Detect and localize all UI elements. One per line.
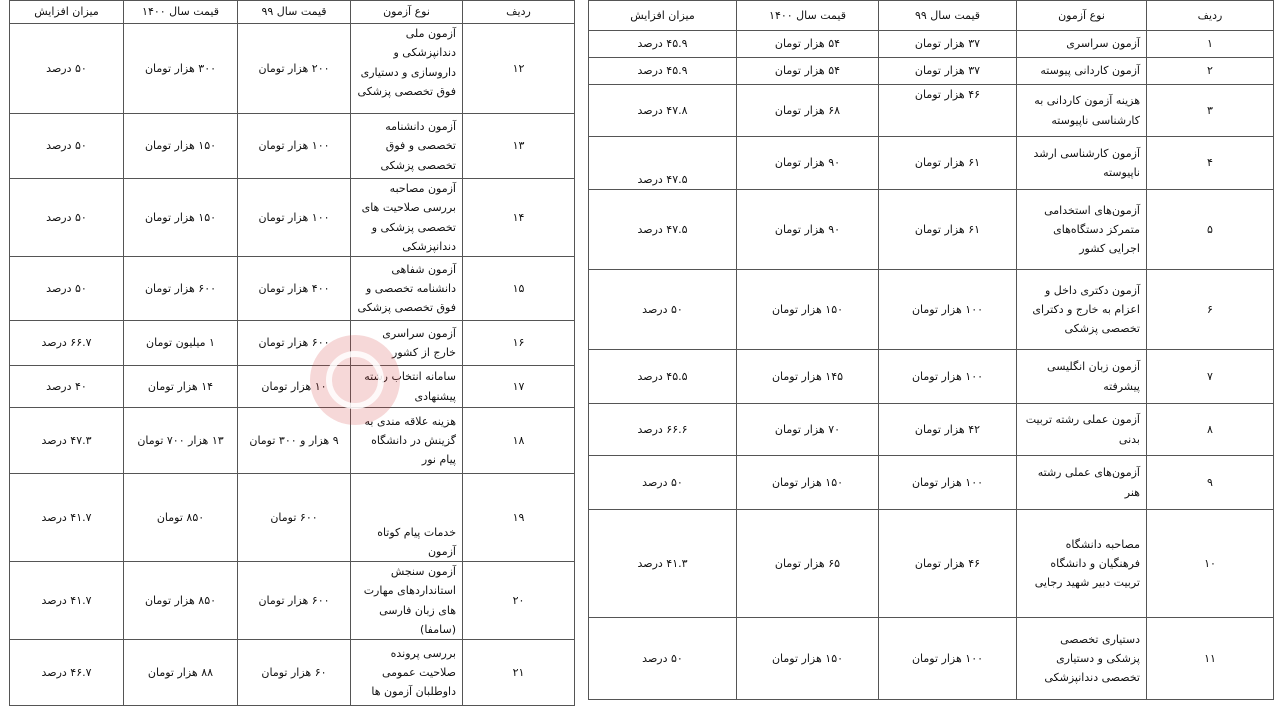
fee-table-right (588, 0, 1274, 700)
row-number: ۱۶ (463, 321, 575, 366)
price-99: ۶۰ هزار تومان (238, 640, 351, 706)
price-99: ۲۰۰ هزار تومان (238, 24, 351, 114)
table-row (10, 321, 575, 366)
price-99: ۱۰۰ هزار تومان (238, 114, 351, 179)
exam-type: آزمون سنجش استانداردهای مهارت های زبان فارسی (سامفا) (351, 562, 463, 640)
exam-type: هزینه آزمون کاردانی به کارشناسی ناپیوسته (1017, 85, 1147, 137)
row-number: ۱۳ (463, 114, 575, 179)
increase: ۵۰ درصد (589, 456, 737, 510)
increase: ۴۰ درصد (10, 366, 124, 408)
increase: ۶۶.۶ درصد (589, 404, 737, 456)
row-number: ۶ (1147, 270, 1274, 350)
table-row (10, 24, 575, 114)
price-99: ۳۷ هزار تومان (879, 58, 1017, 85)
exam-type: هزینه علاقه مندی به گزینش در دانشگاه پیام نور (351, 408, 463, 474)
header-increase: میزان افزایش (589, 1, 737, 31)
header-exam-type: نوع آزمون (351, 1, 463, 24)
price-1400: ۱۵۰ هزار تومان (737, 456, 879, 510)
header-price-1400: قیمت سال ۱۴۰۰ (737, 1, 879, 31)
row-number: ۲ (1147, 58, 1274, 85)
price-1400: ۹۰ هزار تومان (737, 190, 879, 270)
exam-type: خدمات پیام کوتاه آزمون (351, 474, 463, 562)
increase: ۵۰ درصد (10, 257, 124, 321)
exam-type: آزمون سراسری (1017, 31, 1147, 58)
header-price-99: قیمت سال ۹۹ (238, 1, 351, 24)
row-number: ۱۷ (463, 366, 575, 408)
increase: ۴۷.۵ درصد (589, 137, 737, 190)
row-number: ۱۴ (463, 179, 575, 257)
exam-type: آزمون‌های استخدامی متمرکز دستگاه‌های اجرایی کشور (1017, 190, 1147, 270)
row-number: ۵ (1147, 190, 1274, 270)
header-row (589, 1, 1274, 31)
exam-type: بررسی پرونده صلاحیت عمومی داوطلبان آزمون ها (351, 640, 463, 706)
price-1400: ۱۵۰ هزار تومان (124, 179, 238, 257)
table-row (589, 58, 1274, 85)
price-99: ۳۷ هزار تومان (879, 31, 1017, 58)
price-99: ۱۰۰ هزار تومان (238, 179, 351, 257)
price-99: ۱۰ هزار تومان (238, 366, 351, 408)
table-row (589, 510, 1274, 618)
table-row (10, 562, 575, 640)
header-row-number: ردیف (1147, 1, 1274, 31)
price-99: ۴۶ هزار تومان (879, 510, 1017, 618)
price-99: ۴۶ هزار تومان (879, 85, 1017, 137)
exam-type: مصاحبه دانشگاه فرهنگیان و دانشگاه تربیت دبیر شهید رجایی (1017, 510, 1147, 618)
increase: ۴۷.۸ درصد (589, 85, 737, 137)
price-1400: ۱۵۰ هزار تومان (737, 618, 879, 700)
row-number: ۱۹ (463, 474, 575, 562)
exam-type: سامانه انتخاب رشته پیشنهادی (351, 366, 463, 408)
price-1400: ۹۰ هزار تومان (737, 137, 879, 190)
row-number: ۱۱ (1147, 618, 1274, 700)
exam-type: آزمون‌های عملی رشته هنر (1017, 456, 1147, 510)
price-99: ۴۰۰ هزار تومان (238, 257, 351, 321)
increase: ۴۶.۷ درصد (10, 640, 124, 706)
price-1400: ۸۵۰ هزار تومان (124, 562, 238, 640)
row-number: ۱۵ (463, 257, 575, 321)
exam-type: آزمون ملی دندانپزشکی و داروسازی و دستیاری فوق تخصصی پزشکی (351, 24, 463, 114)
row-number: ۲۰ (463, 562, 575, 640)
table-row (10, 408, 575, 474)
table-row (589, 85, 1274, 137)
price-1400: ۶۵ هزار تومان (737, 510, 879, 618)
price-99: ۶۱ هزار تومان (879, 137, 1017, 190)
price-99: ۶۰۰ هزار تومان (238, 562, 351, 640)
exam-type: آزمون شفاهی دانشنامه تخصصی و فوق تخصصی پزشکی (351, 257, 463, 321)
exam-type: آزمون کاردانی پیوسته (1017, 58, 1147, 85)
price-1400: ۱۴۵ هزار تومان (737, 350, 879, 404)
price-99: ۹ هزار و ۳۰۰ تومان (238, 408, 351, 474)
price-1400: ۱۴ هزار تومان (124, 366, 238, 408)
row-number: ۱۸ (463, 408, 575, 474)
table-row (589, 190, 1274, 270)
header-price-99: قیمت سال ۹۹ (879, 1, 1017, 31)
header-price-1400: قیمت سال ۱۴۰۰ (124, 1, 238, 24)
increase: ۵۰ درصد (10, 179, 124, 257)
increase: ۴۱.۳ درصد (589, 510, 737, 618)
price-99: ۶۱ هزار تومان (879, 190, 1017, 270)
increase: ۴۷.۵ درصد (589, 190, 737, 270)
increase: ۵۰ درصد (10, 114, 124, 179)
exam-type: آزمون کارشناسی ارشد ناپیوسته (1017, 137, 1147, 190)
table-row (589, 618, 1274, 700)
price-99: ۶۰۰ هزار تومان (238, 321, 351, 366)
header-row-number: ردیف (463, 1, 575, 24)
price-99: ۱۰۰ هزار تومان (879, 350, 1017, 404)
table-row (589, 456, 1274, 510)
table-row (10, 257, 575, 321)
table-row (589, 404, 1274, 456)
watermark-logo (310, 335, 400, 425)
increase: ۴۷.۳ درصد (10, 408, 124, 474)
increase: ۶۶.۷ درصد (10, 321, 124, 366)
price-1400: ۵۴ هزار تومان (737, 31, 879, 58)
increase: ۵۰ درصد (10, 24, 124, 114)
table-row (10, 640, 575, 706)
increase: ۴۵.۹ درصد (589, 31, 737, 58)
increase: ۴۱.۷ درصد (10, 562, 124, 640)
price-1400: ۷۰ هزار تومان (737, 404, 879, 456)
header-increase: میزان افزایش (10, 1, 124, 24)
exam-type: دستیاری تخصصی پزشکی و دستیاری تخصصی دندانپزشکی (1017, 618, 1147, 700)
increase: ۴۵.۵ درصد (589, 350, 737, 404)
row-number: ۷ (1147, 350, 1274, 404)
price-99: ۴۲ هزار تومان (879, 404, 1017, 456)
price-1400: ۸۵۰ تومان (124, 474, 238, 562)
exam-type: آزمون مصاحبه بررسی صلاحیت های تخصصی پزشکی و دندانپزشکی (351, 179, 463, 257)
fee-table-left (9, 0, 575, 706)
increase: ۴۵.۹ درصد (589, 58, 737, 85)
exam-type: آزمون دانشنامه تخصصی و فوق تخصصی پزشکی (351, 114, 463, 179)
increase: ۵۰ درصد (589, 270, 737, 350)
row-number: ۱۲ (463, 24, 575, 114)
row-number: ۲۱ (463, 640, 575, 706)
price-1400: ۱۵۰ هزار تومان (737, 270, 879, 350)
table-row (589, 270, 1274, 350)
row-number: ۹ (1147, 456, 1274, 510)
table-row (10, 474, 575, 562)
price-1400: ۵۴ هزار تومان (737, 58, 879, 85)
table-row (10, 179, 575, 257)
table-row (589, 350, 1274, 404)
price-1400: ۶۰۰ هزار تومان (124, 257, 238, 321)
price-99: ۱۰۰ هزار تومان (879, 456, 1017, 510)
price-1400: ۸۸ هزار تومان (124, 640, 238, 706)
exam-type: آزمون زبان انگلیسی پیشرفته (1017, 350, 1147, 404)
price-99: ۱۰۰ هزار تومان (879, 618, 1017, 700)
table-row (589, 137, 1274, 190)
row-number: ۱ (1147, 31, 1274, 58)
row-number: ۴ (1147, 137, 1274, 190)
exam-type: آزمون دکتری داخل و اعزام به خارج و دکترای تخصصی پزشکی (1017, 270, 1147, 350)
price-1400: ۳۰۰ هزار تومان (124, 24, 238, 114)
price-99: ۱۰۰ هزار تومان (879, 270, 1017, 350)
exam-type: آزمون عملی رشته تربیت بدنی (1017, 404, 1147, 456)
increase: ۴۱.۷ درصد (10, 474, 124, 562)
price-99: ۶۰۰ تومان (238, 474, 351, 562)
price-1400: ۱ میلیون تومان (124, 321, 238, 366)
price-1400: ۱۳ هزار ۷۰۰ تومان (124, 408, 238, 474)
table-row (10, 366, 575, 408)
increase: ۵۰ درصد (589, 618, 737, 700)
row-number: ۸ (1147, 404, 1274, 456)
table-row (10, 114, 575, 179)
header-row (10, 1, 575, 24)
exam-type: آزمون سراسری خارج از کشور (351, 321, 463, 366)
table-row (589, 31, 1274, 58)
price-1400: ۱۵۰ هزار تومان (124, 114, 238, 179)
row-number: ۳ (1147, 85, 1274, 137)
row-number: ۱۰ (1147, 510, 1274, 618)
header-exam-type: نوع آزمون (1017, 1, 1147, 31)
price-1400: ۶۸ هزار تومان (737, 85, 879, 137)
